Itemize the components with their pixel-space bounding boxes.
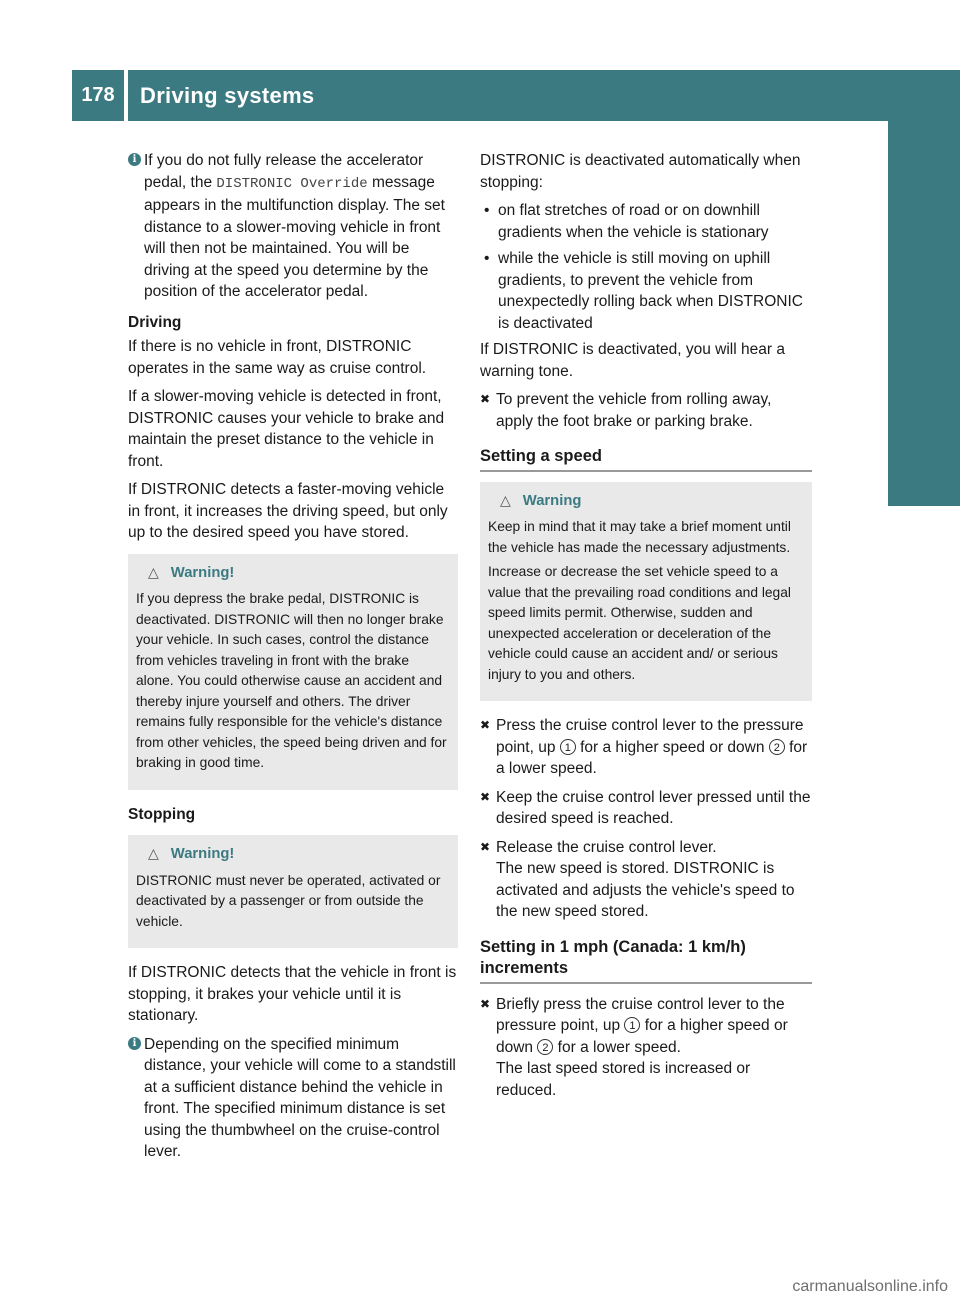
right-column	[480, 150, 812, 1108]
display-message: DISTRONIC Override	[216, 175, 368, 192]
warning-title: Warning!	[170, 846, 235, 862]
side-tab-label: Driving and parking	[899, 130, 924, 337]
step-arrow-icon: ✖	[480, 996, 491, 1011]
info-icon: i	[128, 1037, 141, 1050]
callout-number: 2	[537, 1039, 553, 1055]
section-heading: Setting a speed	[480, 446, 812, 472]
bullet-icon: •	[484, 202, 490, 219]
section-title: Driving systems	[128, 70, 888, 121]
list-item: • while the vehicle is still moving on uphill gradients, to prevent the vehicle from unexpectedly rolling back when DISTRONIC is deactivated	[484, 250, 803, 332]
callout-number: 1	[624, 1017, 640, 1033]
warning-box	[128, 835, 458, 948]
step-result: The new speed is stored. DISTRONIC is activated and adjusts the vehicle's speed to the new speed stored.	[496, 860, 795, 920]
section-heading: Setting in 1 mph (Canada: 1 km/h) increments	[480, 937, 812, 984]
paragraph: If DISTRONIC detects that the vehicle in front is stopping, it brakes your vehicle until it is stationary.	[128, 964, 457, 1024]
paragraph: If there is no vehicle in front, DISTRONIC operates in the same way as cruise control.	[128, 338, 427, 377]
warning-title: Warning	[522, 492, 582, 509]
info-icon: i	[128, 153, 141, 166]
list-item: • on flat stretches of road or on downhill gradients when the vehicle is stationary	[484, 202, 769, 241]
page-header	[72, 70, 888, 121]
instruction-step: ✖ Release the cruise control lever. The new speed is stored. DISTRONIC is activated and adjusts the vehicle's speed to the new speed stored.	[480, 838, 795, 920]
warning-triangle-icon: △	[148, 563, 159, 580]
paragraph: If DISTRONIC detects a faster-moving vehicle in front, it increases the driving speed, but only up to the desired speed you have stored.	[128, 481, 448, 541]
warning-text: Increase or decrease the set vehicle speed to a value that the prevailing road conditions and legal speed limits permit. Otherwise, sudden and unexpected acceleration or deceleration of the vehicle could cause an accident and/ or serious injury to you and others.	[488, 564, 791, 682]
side-tab-marker	[896, 420, 960, 506]
info-note: i If you do not fully release the accelerator pedal, the DISTRONIC Override message appears in the multifunction display. The set distance to a slower-moving vehicle in front will then not be maintained. You will be driving at the speed you determine by the position of the accelerator pedal.	[128, 150, 458, 303]
step-arrow-icon: ✖	[480, 839, 491, 854]
info-note: i Depending on the specified minimum distance, your vehicle will come to a standstill at a sufficient distance behind the vehicle in front. The specified minimum distance is set using the thumbwheel on the cruise-control lever.	[128, 1034, 458, 1163]
watermark: carmanualsonline.info	[792, 1278, 948, 1295]
bullet-icon: •	[484, 250, 490, 267]
left-column	[128, 150, 458, 1172]
step-arrow-icon: ✖	[480, 789, 491, 804]
paragraph: If DISTRONIC is deactivated, you will hear a warning tone.	[480, 341, 785, 380]
step-arrow-icon: ✖	[480, 392, 491, 406]
step-result: The last speed stored is increased or reduced.	[496, 1060, 751, 1099]
page-number: 178	[72, 70, 124, 121]
instruction-step: ✖ Press the cruise control lever to the pressure point, up 1 for a higher speed or down 2 for a lower speed.	[480, 717, 808, 777]
warning-triangle-icon: △	[148, 845, 159, 861]
warning-text: DISTRONIC must never be operated, activated or deactivated by a passenger or from outside the vehicle.	[136, 872, 441, 929]
warning-box	[480, 482, 812, 702]
paragraph: If a slower-moving vehicle is detected in front, DISTRONIC causes your vehicle to brake and maintain the preset distance to the vehicle in front.	[128, 388, 445, 470]
subheading-driving: Driving	[128, 313, 182, 331]
paragraph: DISTRONIC is deactivated automatically when stopping:	[480, 152, 801, 191]
warning-box	[128, 554, 458, 790]
warning-text: If you depress the brake pedal, DISTRONIC is deactivated. DISTRONIC will then no longer brake your vehicle. In such cases, control the distance from vehicles traveling in front with the brake alone. You could otherwise cause an accident and thereby injure yourself and others. The driver remains fully responsible for the vehicle's distance from other vehicles, the speed being driven and for braking in good time.	[136, 591, 447, 770]
step-arrow-icon: ✖	[480, 718, 491, 732]
instruction-step: ✖ To prevent the vehicle from rolling away, apply the foot brake or parking brake.	[480, 391, 772, 430]
callout-number: 2	[769, 739, 785, 755]
warning-text: Keep in mind that it may take a brief moment until the vehicle has made the necessary adjustments.	[488, 519, 791, 555]
warning-title: Warning!	[170, 564, 235, 581]
warning-triangle-icon: △	[500, 491, 511, 508]
instruction-step: ✖ Keep the cruise control lever pressed until the desired speed is reached.	[480, 788, 811, 827]
callout-number: 1	[560, 739, 576, 755]
subheading-stopping: Stopping	[128, 805, 196, 823]
instruction-step: ✖ Briefly press the cruise control lever to the pressure point, up 1 for a higher speed or down 2 for a lower speed. The last speed stored is increased or reduced.	[480, 995, 788, 1099]
